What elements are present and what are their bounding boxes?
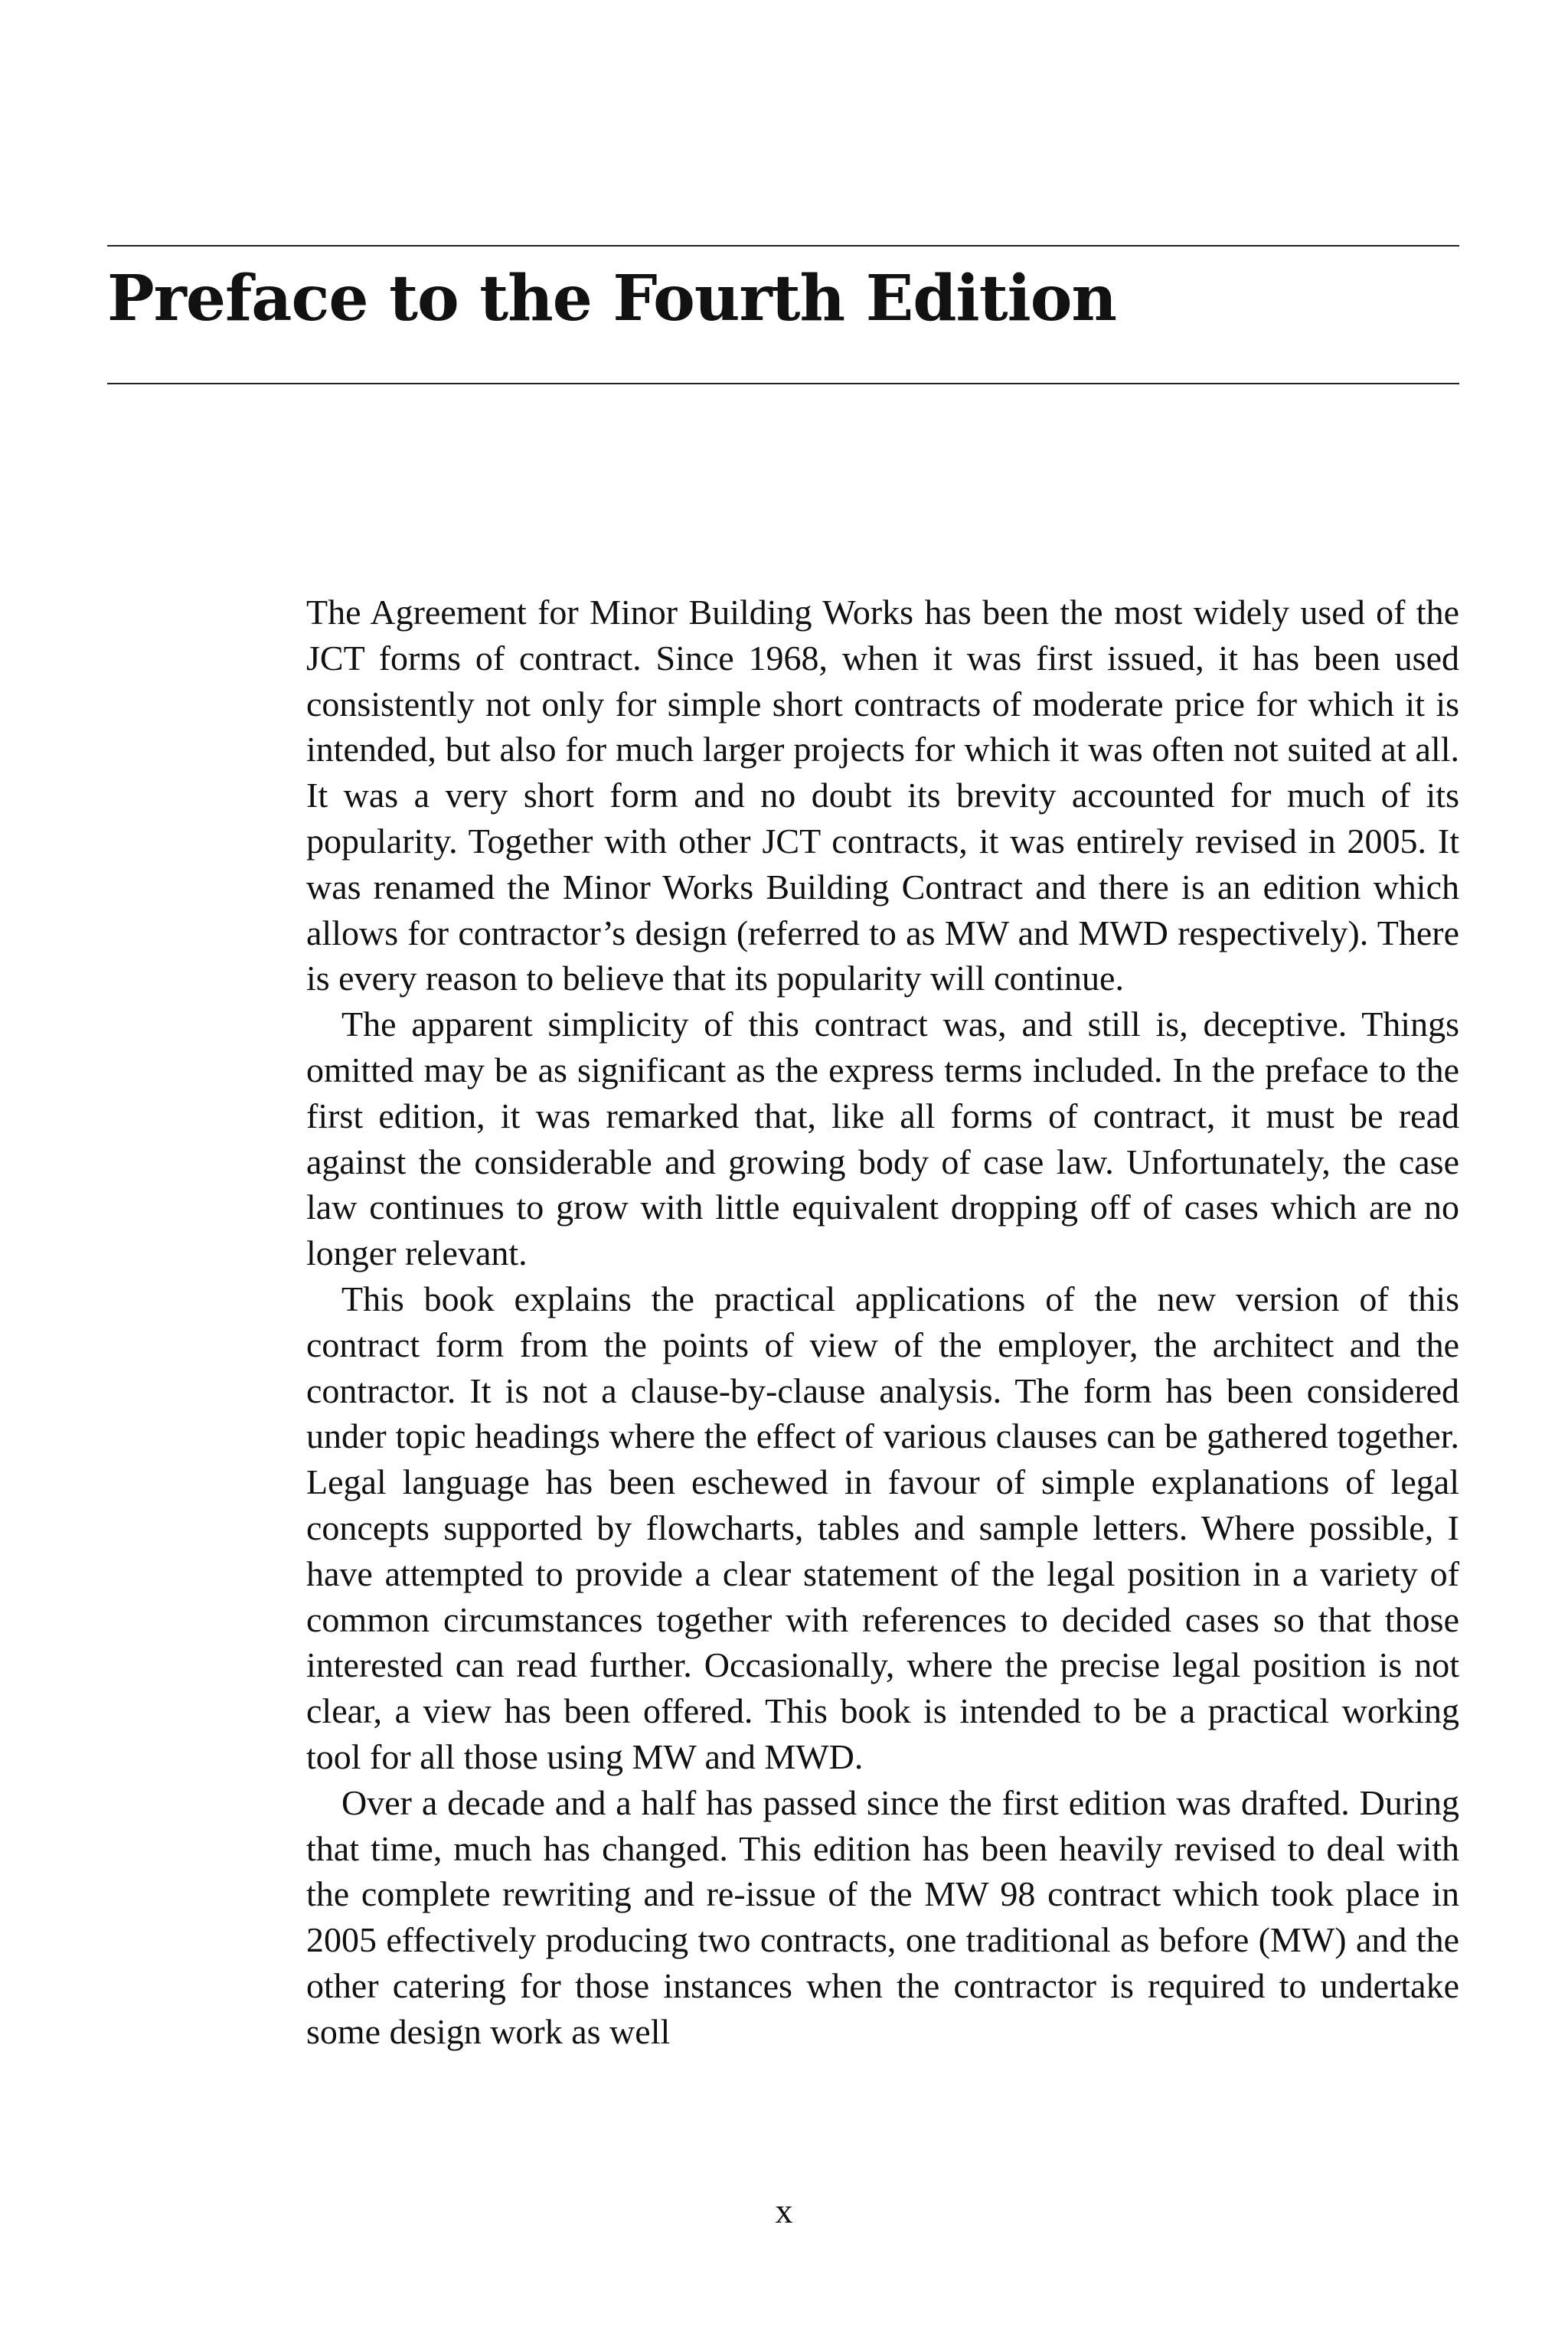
paragraph-1: The Agreement for Minor Building Works has been the most widely used of the JCT forms of contract. Since 1968, when it was first issued, it has been used consistently not only for simple short contracts of moderate price for which it is intended, but also for much larger projects for which it was often not suited at all. It was a very short form and no doubt its brevity accounted for much of its popularity. Together with other JCT contracts, it was entirely revised in 2005. It was renamed the Minor Works Building Contract and there is an edition which allows for contractor’s design (referred to as MW and MWD respectively). There is every reason to believe that its popularity will continue. [306, 593, 1459, 998]
page-number: x [775, 2191, 793, 2230]
paragraph-3: This book explains the practical applications of the new version of this contract form from the points of view of the employer, the architect and the contractor. It is not a clause-by-clause analysis. The form has been considered under topic headings where the effect of various clauses can be gathered together. Legal language has been eschewed in favour of simple explanations of legal concepts supported by flowcharts, tables and sample letters. Where possible, I have attempted to provide a clear statement of the legal position in a variety of common circumstances together with references to decided cases so that those interested can read further. Occasionally, where the precise legal position is not clear, a view has been offered. This book is intended to be a practical working tool for all those using MW and MWD. [306, 1279, 1459, 1776]
paragraph-4: Over a decade and a half has passed since the first edition was drafted. During that time, much has changed. This edition has been heavily revised to deal with the complete rewriting and re-issue of the MW 98 contract which took place in 2005 effectively producing two contracts, one traditional as before (MW) and the other catering for those instances when the contractor is required to undertake some design work as well [306, 1782, 1459, 2051]
page-title: Preface to the Fourth Edition [107, 262, 1117, 335]
title-rule-bottom [107, 383, 1459, 384]
paragraph-2: The apparent simplicity of this contract was, and still is, deceptive. Things omitted may be as significant as the express terms included. In the preface to the first edition, it was remarked that, like all forms of contract, it must be read against the considerable and growing body of case law. Unfortunately, the case law continues to grow with little equivalent dropping off of cases which are no longer relevant. [306, 1004, 1459, 1273]
preface-body [306, 590, 1459, 2055]
title-rule-top [107, 245, 1459, 247]
